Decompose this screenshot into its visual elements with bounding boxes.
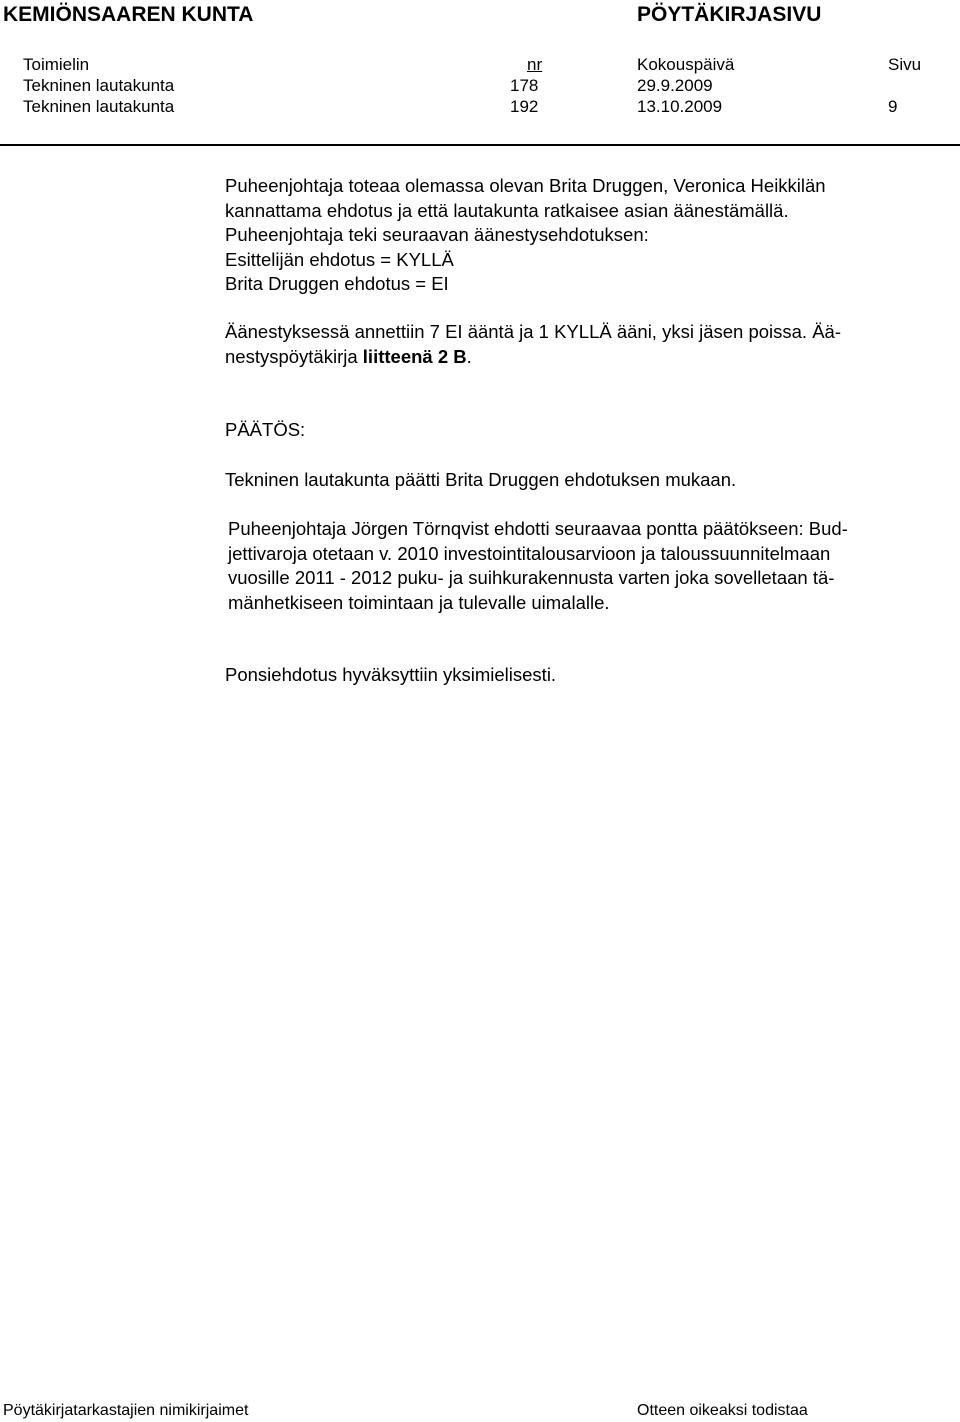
municipality-title: KEMIÖNSAAREN KUNTA — [3, 3, 254, 26]
meeting-2-date: 13.10.2009 — [637, 97, 723, 116]
attachment-reference: liitteenä 2 B — [362, 345, 467, 367]
text-line — [225, 345, 841, 370]
motion-paragraph — [228, 517, 848, 615]
column-header-date: Kokouspäivä — [637, 55, 735, 74]
meeting-1-nr: 178 — [510, 76, 539, 95]
text-line: mänhetkiseen toimintaan ja tulevalle uimalalle. — [228, 591, 610, 613]
meeting-2-nr: 192 — [510, 97, 539, 116]
text-line: Esittelijän ehdotus = KYLLÄ — [225, 248, 454, 270]
footer-initials-label: Pöytäkirjatarkastajien nimikirjaimet — [3, 1402, 249, 1419]
footer-certification-label: Otteen oikeaksi todistaa — [637, 1402, 808, 1419]
text-line: kannattama ehdotus ja että lautakunta ratkaisee asian äänestämällä. — [225, 199, 789, 221]
motion-result: Ponsiehdotus hyväksyttiin yksimielisesti. — [225, 664, 557, 685]
text-line: vuosille 2011 - 2012 puku- ja suihkurakennusta varten joka sovelletaan tä- — [228, 567, 835, 588]
column-header-page: Sivu — [888, 55, 922, 74]
header-divider — [0, 144, 960, 146]
column-header-nr: nr — [527, 55, 543, 74]
vote-result-paragraph — [225, 320, 841, 369]
meeting-1-date: 29.9.2009 — [637, 76, 713, 95]
decision-text: Tekninen lautakunta päätti Brita Druggen ehdotuksen mukaan. — [225, 469, 737, 490]
text-line: Puheenjohtaja Jörgen Törnqvist ehdotti seuraavaa pontta päätökseen: Bud- — [228, 518, 848, 539]
column-header-body: Toimielin — [23, 55, 90, 74]
text-segment: . — [466, 345, 472, 367]
text-line: Puheenjohtaja teki seuraavan äänestysehdotuksen: — [225, 224, 649, 245]
meeting-2-body: Tekninen lautakunta — [23, 97, 175, 116]
voting-paragraph — [225, 174, 826, 297]
text-line: Äänestyksessä annettiin 7 EI ääntä ja 1 KYLLÄ ääni, yksi jäsen poissa. Ää- — [225, 321, 842, 342]
text-line: Brita Druggen ehdotus = EI — [225, 273, 449, 294]
document-type-title: PÖYTÄKIRJASIVU — [637, 3, 822, 26]
meeting-2-page: 9 — [888, 97, 898, 116]
meeting-1-body: Tekninen lautakunta — [23, 76, 175, 95]
text-line: jettivaroja otetaan v. 2010 investointitalousarvioon ja taloussuunnitelmaan — [228, 542, 831, 564]
text-segment: nestyspöytäkirja — [225, 345, 363, 367]
decision-label: PÄÄTÖS: — [225, 419, 306, 440]
text-line: Puheenjohtaja toteaa olemassa olevan Brita Druggen, Veronica Heikkilän — [225, 175, 826, 196]
